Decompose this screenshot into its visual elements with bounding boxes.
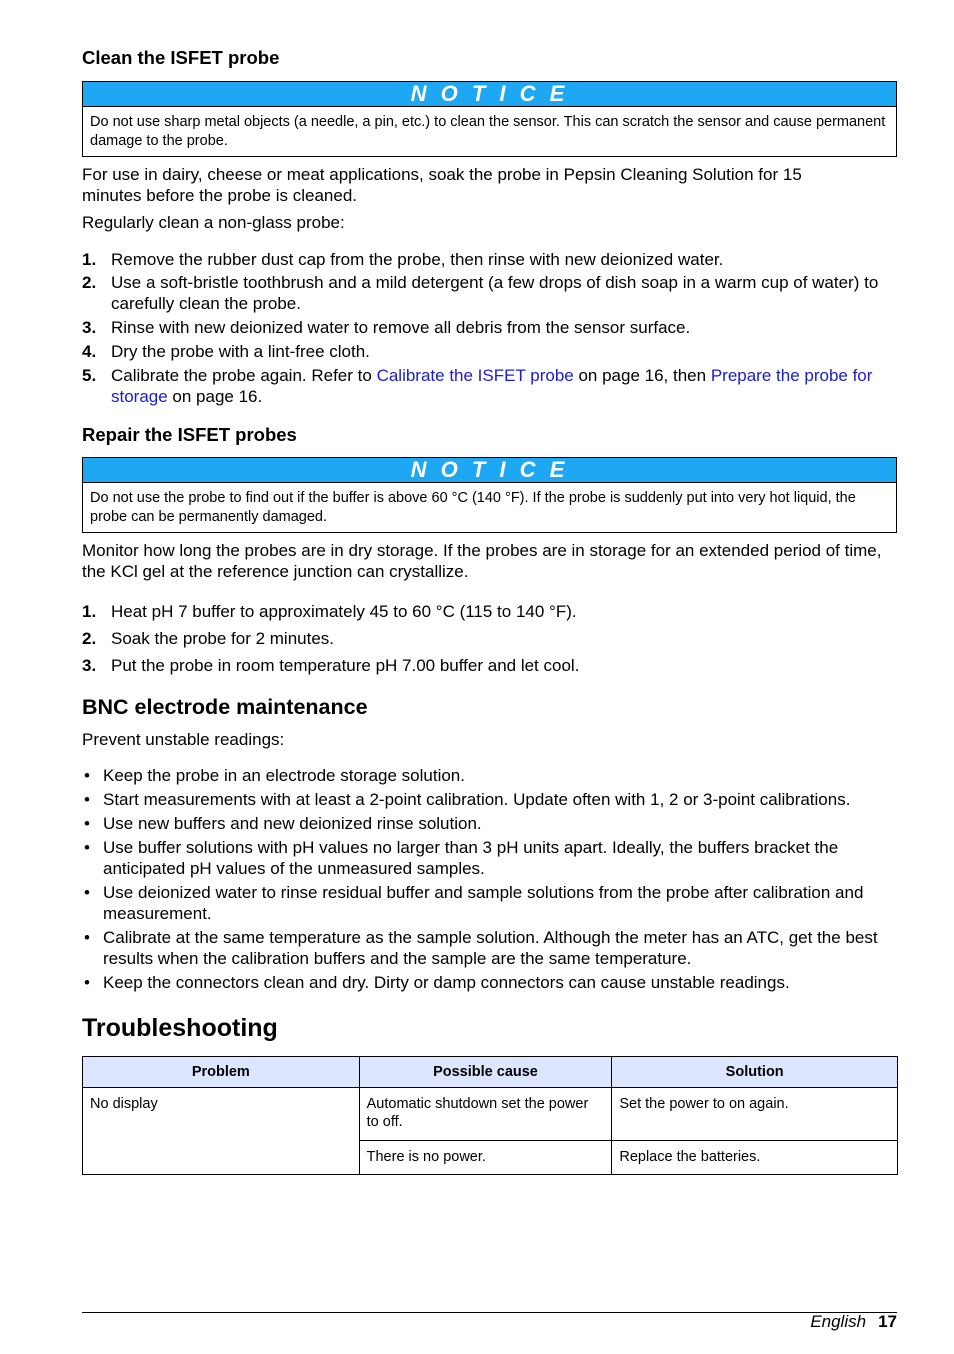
list-item: • Keep the probe in an electrode storage solution. xyxy=(84,766,465,785)
paragraph-pepsin: For use in dairy, cheese or meat applications, soak the probe in Pepsin Cleaning Solution for 15 minutes before the probe is cleaned. xyxy=(82,165,802,205)
page-content xyxy=(82,46,897,1175)
table-row xyxy=(83,1087,898,1140)
clean-steps-list xyxy=(82,249,897,407)
list-item: • Calibrate at the same temperature as the sample solution. Although the meter has an ATC, get the best results when the calibration buffers and the sample are the same temperature. xyxy=(84,928,878,968)
notice-text: Do not use sharp metal objects (a needle, a pin, etc.) to clean the sensor. This can scratch the sensor and cause permanent damage to the probe. xyxy=(90,114,886,149)
solution-cell: Replace the batteries. xyxy=(612,1140,898,1175)
footer-rule xyxy=(82,1312,897,1313)
cause-cell: There is no power. xyxy=(359,1140,612,1175)
page-number: 17 xyxy=(878,1312,897,1331)
column-header-solution: Solution xyxy=(612,1057,898,1088)
notice-label: N O T I C E xyxy=(83,458,896,483)
list-item: 2. Use a soft-bristle toothbrush and a mild detergent (a few drops of dish soap in a warm cup of water) to carefully clean the probe. xyxy=(82,273,879,313)
list-item: • Use new buffers and new deionized rinse solution. xyxy=(84,814,482,833)
notice-box-clean xyxy=(82,81,897,157)
section-title-bnc: BNC electrode maintenance xyxy=(82,695,368,719)
link-calibrate-isfet-probe[interactable]: Calibrate the ISFET probe xyxy=(376,366,574,385)
list-item: • Keep the connectors clean and dry. Dirty or damp connectors can cause unstable readings. xyxy=(84,973,790,992)
list-item: 4. Dry the probe with a lint-free cloth. xyxy=(82,342,370,361)
section-title-repair: Repair the ISFET probes xyxy=(82,424,297,445)
paragraph-dry-storage: Monitor how long the probes are in dry storage. If the probes are in storage for an extended period of time, the KCl gel at the reference junction can crystallize. xyxy=(82,541,882,581)
list-item: 5. Calibrate the probe again. Refer to Calibrate the ISFET probe on page 16, then Prepare the probe for storage on page 16. xyxy=(82,366,873,406)
notice-label: N O T I C E xyxy=(83,82,896,107)
section-title-troubleshooting: Troubleshooting xyxy=(82,1014,278,1042)
column-header-cause: Possible cause xyxy=(359,1057,612,1088)
list-item: 2. Soak the probe for 2 minutes. xyxy=(82,629,335,648)
list-item: 1. Heat pH 7 buffer to approximately 45 to 60 °C (115 to 140 °F). xyxy=(82,602,577,621)
list-item: • Use deionized water to rinse residual buffer and sample solutions from the probe after calibration and measurement. xyxy=(84,883,864,923)
footer-language: English xyxy=(810,1312,867,1331)
solution-cell: Set the power to on again. xyxy=(612,1087,898,1140)
notice-box-repair xyxy=(82,457,897,533)
notice-text: Do not use the probe to find out if the buffer is above 60 °C (140 °F). If the probe is suddenly put into very hot liquid, the probe can be permanently damaged. xyxy=(90,490,856,525)
link-prepare-probe-storage[interactable]: Prepare the probe for storage xyxy=(111,366,873,406)
troubleshooting-table xyxy=(82,1056,898,1175)
table-header-row xyxy=(83,1057,898,1088)
problem-cell: No display xyxy=(83,1087,360,1175)
list-item: • Use buffer solutions with pH values no larger than 3 pH units apart. Ideally, the buffers bracket the anticipated pH values of the unmeasured samples. xyxy=(84,838,839,878)
cause-cell: Automatic shutdown set the power to off. xyxy=(359,1087,612,1140)
bnc-bullet-list xyxy=(82,765,897,993)
section-title-clean: Clean the ISFET probe xyxy=(82,47,280,68)
repair-steps-list xyxy=(82,601,897,676)
list-item: • Start measurements with at least a 2-point calibration. Update often with 1, 2 or 3-point calibrations. xyxy=(84,790,851,809)
list-item: 3. Put the probe in room temperature pH 7.00 buffer and let cool. xyxy=(82,656,580,675)
paragraph-regularly-clean: Regularly clean a non-glass probe: xyxy=(82,213,345,232)
list-item: 3. Rinse with new deionized water to remove all debris from the sensor surface. xyxy=(82,318,691,337)
column-header-problem: Problem xyxy=(83,1057,360,1088)
list-item: 1. Remove the rubber dust cap from the probe, then rinse with new deionized water. xyxy=(82,250,724,269)
page-footer xyxy=(810,1311,897,1333)
paragraph-prevent-unstable: Prevent unstable readings: xyxy=(82,730,285,749)
